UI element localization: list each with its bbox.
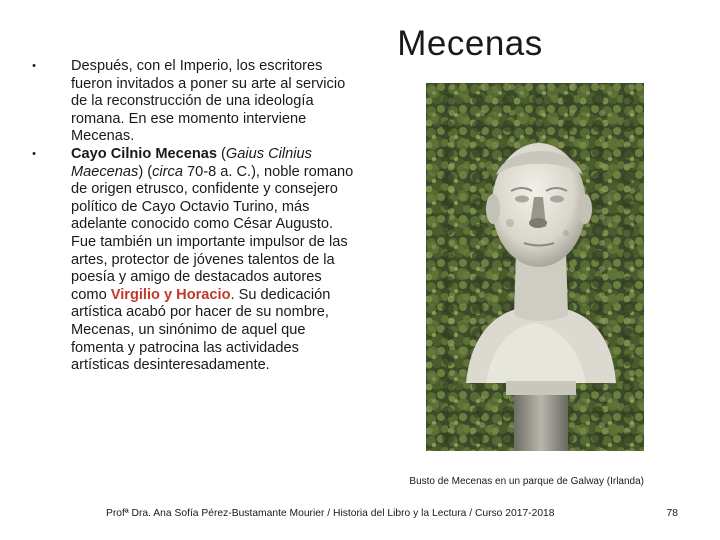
bullet-marker: • [32, 60, 36, 72]
highlighted-authors: Virgilio y Horacio [110, 286, 231, 303]
dates-text: 70-8 a. C.), noble romano de origen etrusco, confidente y consejero político de Cayo Octavio Turino, más adelante conocido como César Augusto. Fue también un importante impulsor de las artes, protector de jóvenes talentos de la poesía y amigo de destacados autores como [71, 163, 354, 303]
slide-title: Mecenas [397, 24, 543, 63]
page-number: 78 [666, 508, 678, 519]
bullet-marker: • [32, 147, 36, 160]
latin-name: Gaius Cilnius Maecenas [71, 145, 312, 180]
bullet-list [28, 58, 358, 375]
paren-mid-text: ) ( [138, 163, 153, 180]
bust-photo [426, 83, 644, 451]
bold-name: Cayo Cilnio Mecenas [71, 145, 217, 162]
paren-open-text: ( [216, 145, 226, 162]
bust-illustration [426, 83, 644, 451]
image-caption: Busto de Mecenas en un parque de Galway (Irlanda) [409, 476, 644, 487]
bullet-item-2 [28, 146, 358, 375]
footer-text: Profª Dra. Ana Sofía Pérez-Bustamante Mourier / Historia del Libro y la Lectura / Curso 2017-2018 [106, 508, 555, 519]
bullet-item-1 [28, 58, 358, 146]
rest-text: . Su dedicación artística acabó por hacer de su nombre, Mecenas, un sinónimo de aquel que fomenta y patrocina las actividades artísticas desinteresadamente. [71, 286, 331, 374]
bullet-text-1: Después, con el Imperio, los escritores fueron invitados a poner su arte al servicio de la reconstrucción de una ideología romana. En ese momento interviene Mecenas. [71, 58, 346, 145]
circa-text: circa [152, 163, 183, 180]
